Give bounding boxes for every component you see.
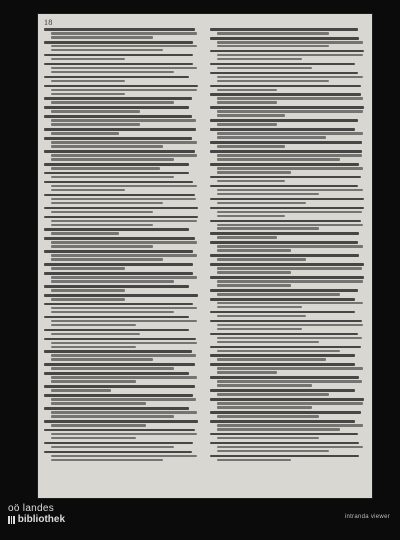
text-line bbox=[210, 50, 364, 53]
text-line bbox=[217, 280, 363, 283]
text-line bbox=[44, 194, 195, 197]
text-line bbox=[217, 32, 329, 35]
text-line bbox=[217, 459, 291, 462]
text-line bbox=[210, 185, 358, 188]
text-entry bbox=[44, 316, 198, 327]
text-line bbox=[210, 442, 359, 445]
text-line bbox=[217, 123, 277, 126]
text-line bbox=[217, 167, 363, 170]
text-line bbox=[44, 394, 193, 397]
text-line bbox=[210, 163, 359, 166]
text-line bbox=[51, 289, 125, 292]
text-line bbox=[210, 298, 355, 301]
text-line bbox=[217, 324, 363, 327]
text-entry bbox=[44, 28, 198, 39]
text-entry bbox=[210, 106, 364, 117]
text-entry bbox=[44, 338, 198, 349]
text-line bbox=[210, 150, 362, 153]
text-line bbox=[44, 237, 195, 240]
text-line bbox=[44, 54, 193, 57]
text-line bbox=[44, 28, 195, 31]
text-line bbox=[51, 367, 174, 370]
text-line bbox=[217, 236, 277, 239]
text-line bbox=[217, 337, 362, 340]
text-entry bbox=[210, 263, 364, 274]
text-line bbox=[44, 250, 193, 253]
text-line bbox=[51, 45, 197, 48]
text-line bbox=[44, 420, 198, 423]
text-line bbox=[217, 67, 312, 70]
text-line bbox=[210, 389, 355, 392]
text-entry bbox=[210, 411, 364, 418]
text-line bbox=[51, 32, 197, 35]
text-entry bbox=[210, 376, 364, 387]
text-line bbox=[217, 371, 277, 374]
text-entry bbox=[44, 63, 198, 74]
text-line bbox=[217, 132, 363, 135]
text-line bbox=[51, 132, 119, 135]
text-line bbox=[217, 380, 362, 383]
text-line bbox=[217, 428, 340, 431]
text-line bbox=[210, 72, 358, 75]
text-line bbox=[44, 316, 189, 319]
text-line bbox=[51, 424, 146, 427]
text-entry bbox=[210, 398, 364, 409]
text-entry bbox=[44, 237, 198, 248]
text-entry bbox=[210, 420, 364, 431]
text-entry bbox=[210, 320, 364, 331]
text-line bbox=[217, 306, 302, 309]
text-entry bbox=[44, 372, 198, 383]
text-line bbox=[210, 106, 364, 109]
text-line bbox=[51, 354, 196, 357]
text-line bbox=[44, 294, 198, 297]
text-entry bbox=[44, 350, 198, 361]
text-line bbox=[210, 241, 358, 244]
text-line bbox=[51, 307, 197, 310]
text-line bbox=[44, 338, 196, 341]
text-line bbox=[210, 276, 364, 279]
text-line bbox=[217, 271, 291, 274]
text-line bbox=[51, 110, 140, 113]
text-line bbox=[44, 263, 193, 266]
text-entry bbox=[210, 220, 364, 231]
text-entry bbox=[210, 433, 364, 440]
text-entry bbox=[210, 72, 364, 83]
text-line bbox=[51, 324, 136, 327]
text-line bbox=[51, 245, 153, 248]
text-entry bbox=[210, 254, 364, 261]
library-logo[interactable] bbox=[8, 504, 65, 525]
text-line bbox=[217, 450, 329, 453]
text-line bbox=[51, 58, 125, 61]
text-line bbox=[51, 280, 174, 283]
text-line bbox=[217, 54, 363, 57]
text-entry bbox=[210, 185, 364, 196]
text-line bbox=[217, 446, 363, 449]
text-entry bbox=[210, 333, 364, 344]
text-entry bbox=[210, 150, 364, 161]
text-line bbox=[44, 303, 193, 306]
text-line bbox=[51, 455, 197, 458]
text-entry bbox=[210, 63, 364, 70]
text-line bbox=[51, 220, 197, 223]
text-line bbox=[210, 198, 364, 201]
text-entry bbox=[44, 294, 198, 301]
text-line bbox=[51, 158, 174, 161]
text-line bbox=[44, 350, 192, 353]
text-entry bbox=[210, 141, 364, 148]
text-line bbox=[51, 241, 197, 244]
text-line bbox=[51, 389, 111, 392]
text-line bbox=[217, 189, 363, 192]
text-line bbox=[51, 154, 197, 157]
text-entry bbox=[210, 119, 364, 126]
text-line bbox=[210, 176, 361, 179]
text-line bbox=[44, 207, 198, 210]
text-line bbox=[51, 276, 197, 279]
text-line bbox=[44, 216, 198, 219]
text-line bbox=[210, 433, 358, 436]
text-entry bbox=[210, 128, 364, 139]
text-line bbox=[44, 63, 193, 66]
text-line bbox=[44, 181, 193, 184]
text-line bbox=[51, 258, 163, 261]
text-line bbox=[44, 429, 195, 432]
text-line bbox=[217, 341, 319, 344]
text-entry bbox=[210, 354, 364, 361]
text-line bbox=[210, 128, 355, 131]
text-entry bbox=[44, 163, 198, 170]
text-line bbox=[210, 354, 355, 357]
text-line bbox=[44, 76, 189, 79]
text-line bbox=[51, 376, 197, 379]
text-entry bbox=[44, 407, 198, 418]
text-line bbox=[51, 202, 163, 205]
text-entry bbox=[44, 228, 198, 235]
scanned-page bbox=[38, 14, 372, 498]
text-line bbox=[51, 71, 174, 74]
text-line bbox=[217, 415, 319, 418]
text-line bbox=[44, 128, 196, 131]
text-entry bbox=[44, 41, 198, 52]
text-line bbox=[217, 58, 302, 61]
text-entry bbox=[44, 172, 198, 179]
text-line bbox=[51, 437, 136, 440]
viewer-credit[interactable]: intranda viewer bbox=[344, 514, 390, 520]
text-line bbox=[217, 393, 329, 396]
text-entry bbox=[210, 346, 364, 353]
text-line bbox=[217, 45, 329, 48]
text-entry bbox=[210, 289, 364, 296]
text-line bbox=[44, 106, 189, 109]
text-line bbox=[51, 254, 197, 257]
text-line bbox=[210, 398, 364, 401]
text-line bbox=[44, 272, 193, 275]
text-line bbox=[51, 80, 125, 83]
text-line bbox=[51, 93, 125, 96]
text-line bbox=[217, 211, 362, 214]
text-line bbox=[217, 101, 277, 104]
text-line bbox=[210, 411, 361, 414]
text-entry bbox=[210, 85, 364, 92]
page-number: 18 bbox=[44, 18, 53, 27]
text-line bbox=[51, 185, 197, 188]
text-entry bbox=[210, 276, 364, 287]
text-line bbox=[44, 137, 192, 140]
text-entry bbox=[44, 137, 198, 148]
text-entry bbox=[44, 54, 198, 61]
text-entry bbox=[210, 50, 364, 61]
text-line bbox=[44, 385, 195, 388]
text-line bbox=[51, 358, 153, 361]
text-line bbox=[44, 150, 195, 153]
text-line bbox=[51, 101, 174, 104]
text-line bbox=[51, 145, 163, 148]
text-entry bbox=[44, 85, 198, 96]
text-entry bbox=[44, 181, 198, 192]
text-line bbox=[44, 41, 193, 44]
text-column-left bbox=[44, 28, 198, 461]
text-entry bbox=[44, 429, 198, 440]
text-line bbox=[210, 37, 359, 40]
text-line bbox=[217, 328, 302, 331]
text-line bbox=[51, 267, 125, 270]
text-line bbox=[51, 36, 153, 39]
text-line bbox=[217, 97, 363, 100]
text-line bbox=[217, 76, 363, 79]
text-entry bbox=[44, 106, 198, 113]
text-line bbox=[44, 451, 192, 454]
logo-bottom-text: bibliothek bbox=[17, 514, 66, 525]
text-entry bbox=[210, 207, 364, 218]
text-line bbox=[210, 220, 361, 223]
text-line bbox=[210, 93, 361, 96]
text-line bbox=[210, 28, 358, 31]
text-entry bbox=[210, 93, 364, 104]
text-line bbox=[217, 350, 340, 353]
text-line bbox=[217, 245, 363, 248]
text-line bbox=[51, 446, 174, 449]
text-line bbox=[210, 141, 362, 144]
text-entry bbox=[44, 272, 198, 283]
text-line bbox=[51, 342, 197, 345]
text-line bbox=[217, 89, 277, 92]
text-line bbox=[210, 320, 362, 323]
text-entry bbox=[44, 303, 198, 314]
text-line bbox=[51, 433, 197, 436]
text-line bbox=[51, 333, 140, 336]
text-entry bbox=[44, 216, 198, 227]
text-entry bbox=[44, 451, 198, 462]
text-line bbox=[210, 232, 359, 235]
text-line bbox=[51, 232, 119, 235]
text-line bbox=[217, 224, 363, 227]
text-line bbox=[217, 402, 363, 405]
text-line bbox=[51, 189, 125, 192]
text-line bbox=[44, 285, 189, 288]
text-line bbox=[210, 455, 359, 458]
text-entry bbox=[44, 442, 198, 449]
text-line bbox=[210, 254, 359, 257]
logo-bars-icon bbox=[8, 516, 15, 524]
text-line bbox=[217, 315, 306, 318]
text-line bbox=[217, 41, 363, 44]
text-line bbox=[217, 358, 326, 361]
text-entry bbox=[44, 76, 198, 83]
text-line bbox=[210, 85, 361, 88]
text-line bbox=[217, 158, 340, 161]
logo-top-text: oö landes bbox=[8, 503, 55, 514]
text-line bbox=[51, 89, 197, 92]
text-line bbox=[51, 141, 197, 144]
text-line bbox=[210, 63, 355, 66]
text-line bbox=[210, 207, 364, 210]
text-line bbox=[210, 346, 361, 349]
text-line bbox=[210, 289, 358, 292]
text-entry bbox=[44, 394, 198, 405]
text-entry bbox=[210, 163, 364, 174]
text-entry bbox=[44, 128, 198, 135]
text-line bbox=[51, 380, 136, 383]
text-entry bbox=[44, 385, 198, 392]
text-line bbox=[44, 115, 192, 118]
text-line bbox=[217, 180, 285, 183]
text-entry bbox=[210, 241, 364, 252]
text-line bbox=[51, 411, 197, 414]
text-line bbox=[217, 136, 326, 139]
text-entry bbox=[210, 442, 364, 453]
text-line bbox=[210, 311, 355, 314]
text-line bbox=[51, 123, 140, 126]
text-entry bbox=[210, 198, 364, 205]
text-entry bbox=[44, 420, 198, 427]
text-line bbox=[51, 198, 196, 201]
text-line bbox=[217, 193, 319, 196]
text-line bbox=[217, 406, 312, 409]
text-line bbox=[44, 407, 189, 410]
text-line bbox=[217, 267, 362, 270]
text-line bbox=[217, 302, 363, 305]
text-entry bbox=[210, 232, 364, 239]
text-line bbox=[210, 420, 355, 423]
text-entry bbox=[44, 194, 198, 205]
text-line bbox=[51, 49, 163, 52]
text-line bbox=[217, 80, 329, 83]
text-line bbox=[51, 398, 196, 401]
text-entry bbox=[44, 285, 198, 292]
text-line bbox=[217, 293, 340, 296]
text-line bbox=[210, 263, 364, 266]
text-line bbox=[51, 415, 174, 418]
text-entry bbox=[44, 263, 198, 270]
text-line bbox=[217, 384, 312, 387]
text-line bbox=[44, 372, 189, 375]
text-entry bbox=[210, 455, 364, 462]
text-line bbox=[217, 424, 363, 427]
text-column-right bbox=[210, 28, 364, 461]
text-line bbox=[51, 176, 174, 179]
text-line bbox=[44, 329, 189, 332]
text-line bbox=[210, 333, 358, 336]
text-entry bbox=[44, 150, 198, 161]
text-line bbox=[44, 442, 193, 445]
text-line bbox=[44, 363, 195, 366]
text-entry bbox=[210, 389, 364, 396]
text-entry bbox=[44, 329, 198, 336]
text-line bbox=[44, 228, 189, 231]
text-line bbox=[217, 171, 291, 174]
text-line bbox=[217, 227, 319, 230]
text-line bbox=[51, 320, 197, 323]
text-entry bbox=[210, 176, 364, 183]
text-line bbox=[51, 224, 153, 227]
text-entry bbox=[44, 97, 198, 104]
text-line bbox=[44, 163, 189, 166]
text-line bbox=[51, 298, 125, 301]
text-entry bbox=[44, 250, 198, 261]
text-line bbox=[217, 437, 319, 440]
text-line bbox=[217, 202, 306, 205]
text-line bbox=[210, 119, 358, 122]
text-entry bbox=[210, 311, 364, 318]
text-line bbox=[44, 85, 198, 88]
text-entry bbox=[210, 28, 364, 35]
text-line bbox=[51, 167, 160, 170]
text-line bbox=[217, 284, 291, 287]
text-line bbox=[51, 211, 153, 214]
text-line bbox=[51, 459, 163, 462]
text-entry bbox=[44, 363, 198, 370]
text-line bbox=[44, 172, 189, 175]
text-line bbox=[217, 215, 285, 218]
text-line bbox=[217, 145, 285, 148]
text-line bbox=[217, 114, 285, 117]
text-line bbox=[217, 110, 363, 113]
text-line bbox=[217, 249, 291, 252]
text-entry bbox=[44, 115, 198, 126]
text-entry bbox=[210, 298, 364, 309]
text-entry bbox=[210, 363, 364, 374]
text-line bbox=[210, 376, 359, 379]
text-line bbox=[51, 346, 136, 349]
text-line bbox=[210, 363, 355, 366]
text-line bbox=[51, 311, 174, 314]
text-entry bbox=[210, 37, 364, 48]
text-line bbox=[51, 402, 146, 405]
text-line bbox=[217, 367, 363, 370]
text-line bbox=[217, 258, 306, 261]
text-entry bbox=[44, 207, 198, 214]
text-line bbox=[44, 97, 192, 100]
text-line bbox=[217, 154, 362, 157]
text-line bbox=[51, 67, 197, 70]
text-line bbox=[51, 119, 196, 122]
